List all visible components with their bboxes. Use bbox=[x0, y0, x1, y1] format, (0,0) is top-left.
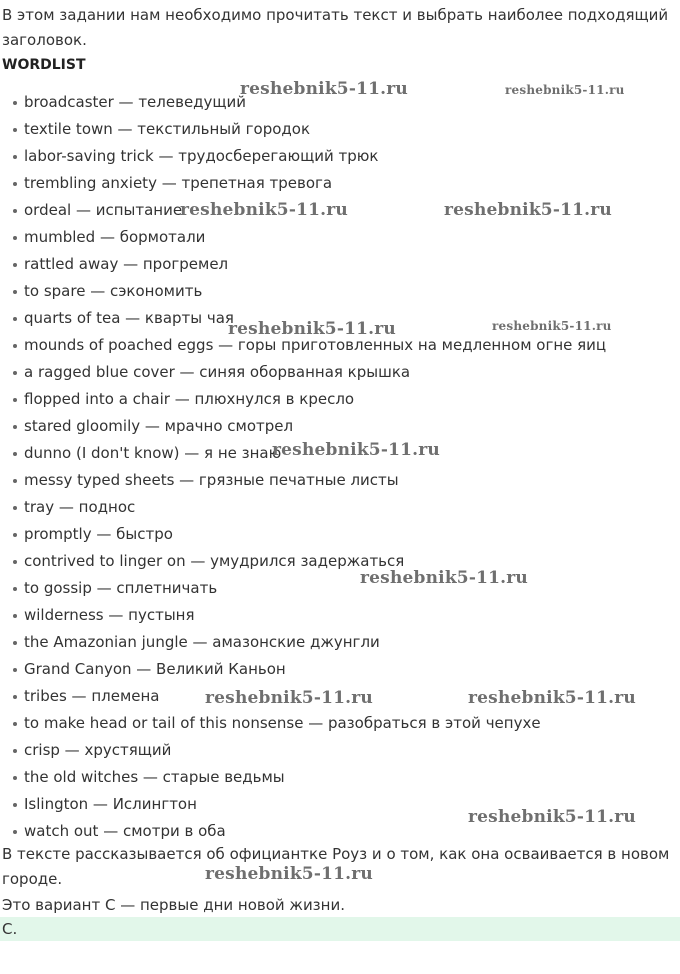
bullet-icon bbox=[13, 479, 17, 483]
list-item-text: watch out — смотри в оба bbox=[24, 822, 226, 840]
bullet-icon bbox=[13, 533, 17, 537]
watermark: reshebnik5-11.ru bbox=[468, 807, 636, 827]
watermark: reshebnik5-11.ru bbox=[360, 568, 528, 588]
bullet-icon bbox=[13, 614, 17, 618]
list-item-text: trembling anxiety — трепетная тревога bbox=[24, 174, 333, 192]
list-item bbox=[0, 143, 606, 170]
list-item bbox=[0, 170, 606, 197]
list-item bbox=[0, 116, 606, 143]
list-item-text: flopped into a chair — плюхнулся в кресло bbox=[24, 390, 355, 408]
list-item-text: a ragged blue cover — синяя оборванная крышка bbox=[24, 363, 411, 381]
list-item bbox=[0, 737, 606, 764]
bullet-icon bbox=[13, 155, 17, 159]
list-item-text: tribes — племена bbox=[24, 687, 160, 705]
list-item-text: to make head or tail of this nonsense — разобраться в этой чепухе bbox=[24, 714, 541, 732]
bullet-icon bbox=[13, 182, 17, 186]
list-item bbox=[0, 764, 606, 791]
list-item bbox=[0, 494, 606, 521]
bullet-icon bbox=[13, 560, 17, 564]
watermark: reshebnik5-11.ru bbox=[444, 200, 612, 220]
list-item-text: Grand Canyon — Великий Каньон bbox=[24, 660, 286, 678]
bullet-icon bbox=[13, 830, 17, 834]
list-item-text: ordeal — испытание bbox=[24, 201, 183, 219]
watermark: reshebnik5-11.ru bbox=[492, 319, 612, 333]
bullet-icon bbox=[13, 668, 17, 672]
bullet-icon bbox=[13, 776, 17, 780]
bullet-icon bbox=[13, 263, 17, 267]
variant-text: Это вариант C — первые дни новой жизни. bbox=[2, 896, 345, 914]
bullet-icon bbox=[13, 101, 17, 105]
list-item-text: to spare — сэкономить bbox=[24, 282, 203, 300]
list-item-text: dunno (I don't know) — я не знаю bbox=[24, 444, 282, 462]
list-item bbox=[0, 386, 606, 413]
list-item-text: promptly — быстро bbox=[24, 525, 173, 543]
list-item bbox=[0, 251, 606, 278]
list-item-text: labor-saving trick — трудосберегающий трюк bbox=[24, 147, 379, 165]
list-item-text: contrived to linger on — умудрился задержаться bbox=[24, 552, 405, 570]
list-item-text: mounds of poached eggs — горы приготовленных на медленном огне яиц bbox=[24, 336, 607, 354]
list-item-text: broadcaster — телеведущий bbox=[24, 93, 247, 111]
watermark: reshebnik5-11.ru bbox=[205, 864, 373, 884]
watermark: reshebnik5-11.ru bbox=[468, 688, 636, 708]
bullet-icon bbox=[13, 641, 17, 645]
list-item bbox=[0, 521, 606, 548]
list-item-text: messy typed sheets — грязные печатные листы bbox=[24, 471, 399, 489]
bullet-icon bbox=[13, 803, 17, 807]
list-item-text: to gossip — сплетничать bbox=[24, 579, 218, 597]
list-item-text: the old witches — старые ведьмы bbox=[24, 768, 285, 786]
list-item-text: wilderness — пустыня bbox=[24, 606, 195, 624]
bullet-icon bbox=[13, 398, 17, 402]
watermark: reshebnik5-11.ru bbox=[205, 688, 373, 708]
list-item bbox=[0, 224, 606, 251]
bullet-icon bbox=[13, 128, 17, 132]
bullet-icon bbox=[13, 695, 17, 699]
list-item-text: quarts of tea — кварты чая bbox=[24, 309, 234, 327]
list-item bbox=[0, 629, 606, 656]
list-item-text: mumbled — бормотали bbox=[24, 228, 206, 246]
intro-text: В этом задании нам необходимо прочитать текст и выбрать наиболее подходящий заголовок. bbox=[2, 6, 669, 49]
bullet-icon bbox=[13, 371, 17, 375]
list-item-text: Islington — Ислингтон bbox=[24, 795, 197, 813]
list-item-text: the Amazonian jungle — амазонские джунгли bbox=[24, 633, 380, 651]
bullet-icon bbox=[13, 749, 17, 753]
summary-text: В тексте рассказывается об официантке Роуз и о том, как она осваивается в новом городе. bbox=[2, 845, 670, 888]
bullet-icon bbox=[13, 452, 17, 456]
bullet-icon bbox=[13, 209, 17, 213]
list-item bbox=[0, 602, 606, 629]
list-item-text: textile town — текстильный городок bbox=[24, 120, 311, 138]
bullet-icon bbox=[13, 344, 17, 348]
list-item-text: rattled away — прогремел bbox=[24, 255, 229, 273]
answer-text: C. bbox=[2, 920, 18, 938]
watermark: reshebnik5-11.ru bbox=[272, 440, 440, 460]
bullet-icon bbox=[13, 290, 17, 294]
watermark: reshebnik5-11.ru bbox=[240, 79, 408, 99]
list-item bbox=[0, 413, 606, 440]
list-item-text: crisp — хрустящий bbox=[24, 741, 172, 759]
watermark: reshebnik5-11.ru bbox=[505, 83, 625, 97]
list-item bbox=[0, 278, 606, 305]
list-item bbox=[0, 359, 606, 386]
bullet-icon bbox=[13, 506, 17, 510]
list-item-text: tray — поднос bbox=[24, 498, 136, 516]
wordlist-heading: WORDLIST bbox=[2, 57, 86, 73]
watermark: reshebnik5-11.ru bbox=[228, 319, 396, 339]
answer-bar bbox=[0, 917, 680, 941]
list-item bbox=[0, 710, 606, 737]
bullet-icon bbox=[13, 587, 17, 591]
list-item-text: stared gloomily — мрачно смотрел bbox=[24, 417, 294, 435]
list-item bbox=[0, 656, 606, 683]
bullet-icon bbox=[13, 425, 17, 429]
list-item bbox=[0, 467, 606, 494]
watermark: reshebnik5-11.ru bbox=[180, 200, 348, 220]
bullet-icon bbox=[13, 317, 17, 321]
bullet-icon bbox=[13, 722, 17, 726]
bullet-icon bbox=[13, 236, 17, 240]
